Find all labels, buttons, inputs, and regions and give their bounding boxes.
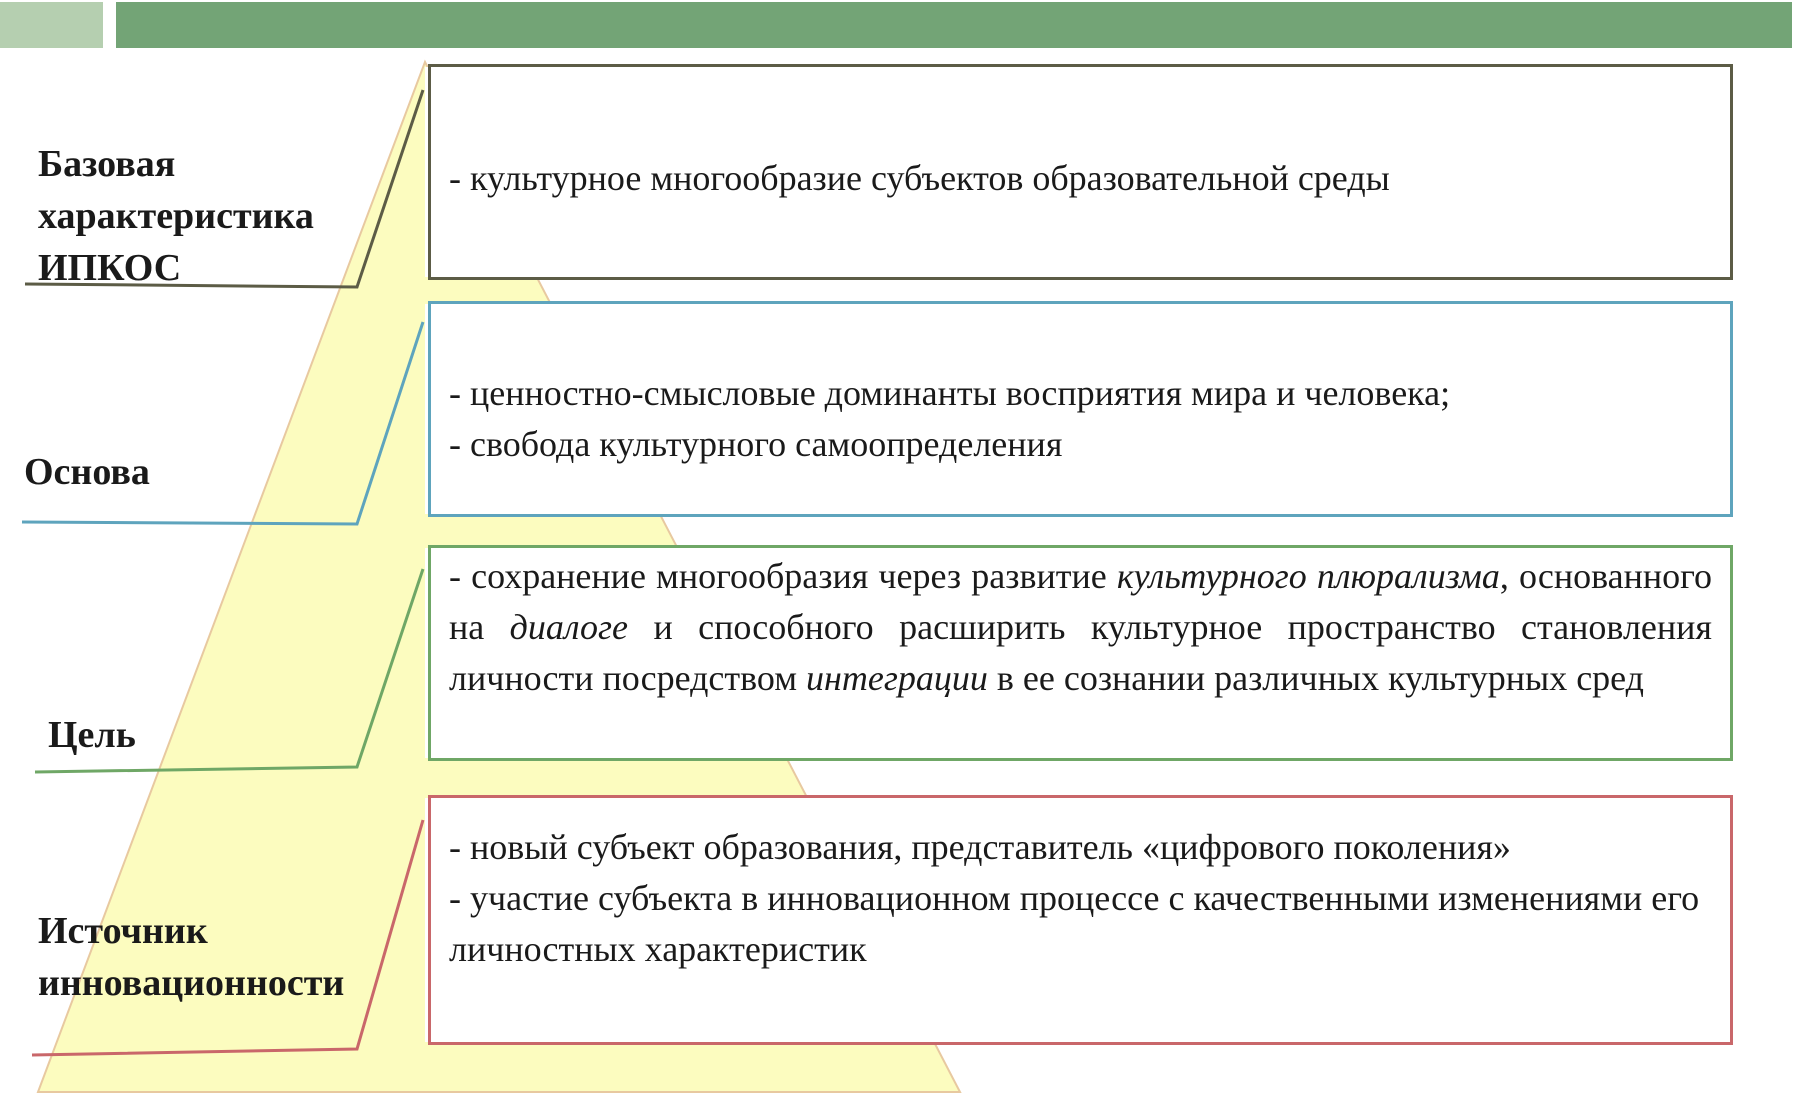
box-level2-line2: - свобода культурного самоопределения [449,424,1063,464]
label-innovation-source: Источник инновационности [38,910,345,1004]
box-level3 [428,545,1733,761]
label-base-characteristic: Базовая характеристика ИПКОС [38,143,314,289]
label-basis: Основа [24,451,150,493]
box-level2 [428,301,1733,517]
box-level4 [428,795,1733,1045]
label-goal: Цель [48,714,136,756]
box-level4-line1: - новый субъект образования, представитель «цифрового поколения» [449,827,1511,867]
box-level3-text: - сохранение многообразия через развитие культурного плюрализма, основанного на диалоге и способного расширить культурное пространство становления личности посредством интеграции в ее сознании различных культурных сред [449,556,1712,698]
box-level1-line1: - культурное многообразие субъектов образовательной среды [449,158,1390,198]
box-level2-line1: - ценностно-смысловые доминанты восприятия мира и человека; [449,373,1451,413]
box-level1 [428,64,1733,280]
box-level4-line2: - участие субъекта в инновационном процессе с качественными изменениями его личностных характеристик [449,878,1700,969]
